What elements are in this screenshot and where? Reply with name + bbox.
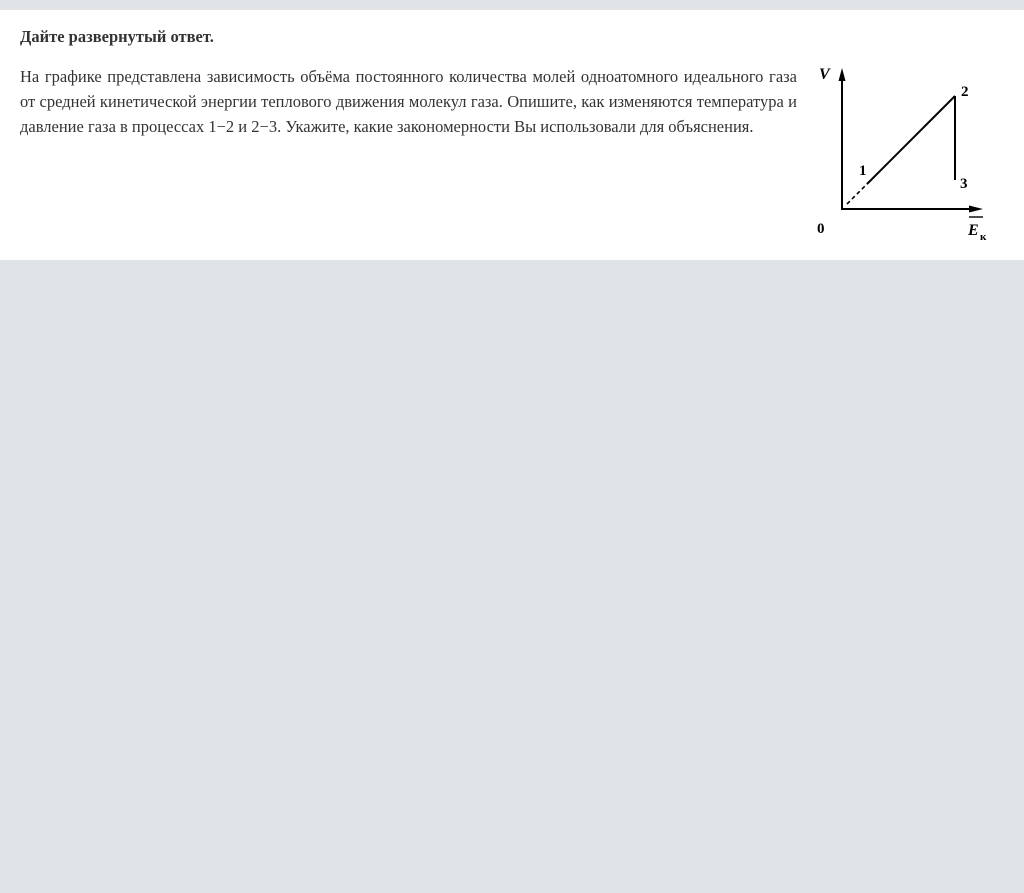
y-axis-arrow	[839, 68, 846, 81]
x-axis-label: E	[968, 222, 979, 239]
x-axis-arrow	[969, 206, 983, 213]
point-label-3: 3	[960, 176, 968, 192]
origin-label: 0	[817, 221, 825, 237]
process-line-1-2	[867, 96, 955, 184]
top-strip	[0, 0, 1024, 10]
point-label-1: 1	[859, 163, 867, 179]
task-text: На графике представлена зависимость объёма постоянного количества молей одноатомного идеального газа от средней кинетической энергии теплового движения молекул газа. Опишите, как изменяются температура и давление газа в процессах 1−2 и 2−3. Укажите, какие закономерности Вы использовали для объяснения.	[20, 67, 797, 136]
point-label-2: 2	[961, 84, 969, 100]
graph-figure	[805, 60, 1005, 250]
y-axis-label: V	[819, 66, 830, 83]
task-card	[0, 10, 1024, 260]
graph-svg	[805, 60, 1005, 250]
x-axis-label-subscript: к	[980, 231, 987, 243]
task-instruction: Дайте развернутый ответ.	[20, 27, 214, 46]
dashed-extension	[847, 184, 867, 204]
